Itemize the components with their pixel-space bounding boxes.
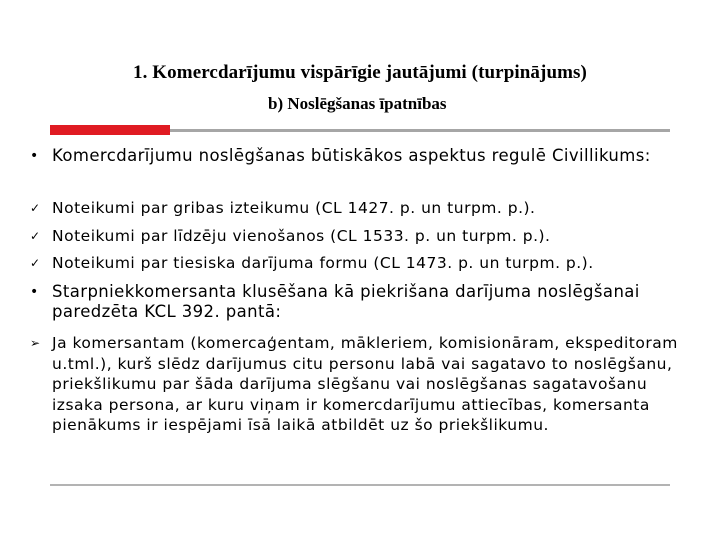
checkmark-icon: ✓ [30,229,41,243]
accent-bar-red [50,125,170,135]
slide-subtitle: b) Noslēgšanas īpatnības [268,94,447,113]
slide-title: 1. Komercdarījumu vispārīgie jautājumi (turpinājums) [133,62,587,83]
bullet-icon: • [30,148,39,164]
bullet-icon: • [30,284,39,300]
checkmark-icon: ✓ [30,201,41,215]
checkmark-icon: ✓ [30,256,41,270]
list-item-text: Ja komersantam (komercaģentam, mākleriem, komisionāram, ekspeditoram u.tml.), kurš slēdz darījumus citu personu labā vai sagatavo to noslēgšanu, priekšlikumu par šāda darījuma slēgšanu vai noslēgšanas sagatavošanu izsaka persona, ar kuru viņam ir komercdarījumu attiecības, komersanta pienākums ir iespējami īsā laikā atbildēt uz šo priekšlikumu. [52,334,678,434]
bottom-divider [50,484,670,486]
list-item-text: Noteikumi par līdzēju vienošanos (CL 1533. p. un turpm. p.). [52,227,551,245]
list-item-text: Komercdarījumu noslēgšanas būtiskākos aspektus regulē Civillikums: [52,146,651,165]
list-item-text: Starpniekkomersanta klusēšana kā piekrišana darījuma noslēgšanai paredzēta KCL 392. pantā: [52,282,640,321]
list-item-text: Noteikumi par gribas izteikumu (CL 1427. p. un turpm. p.). [52,199,536,217]
list-item-text: Noteikumi par tiesiska darījuma formu (CL 1473. p. un turpm. p.). [52,254,594,272]
accent-bar-grey [170,129,670,132]
arrowhead-icon: ➢ [30,336,41,350]
